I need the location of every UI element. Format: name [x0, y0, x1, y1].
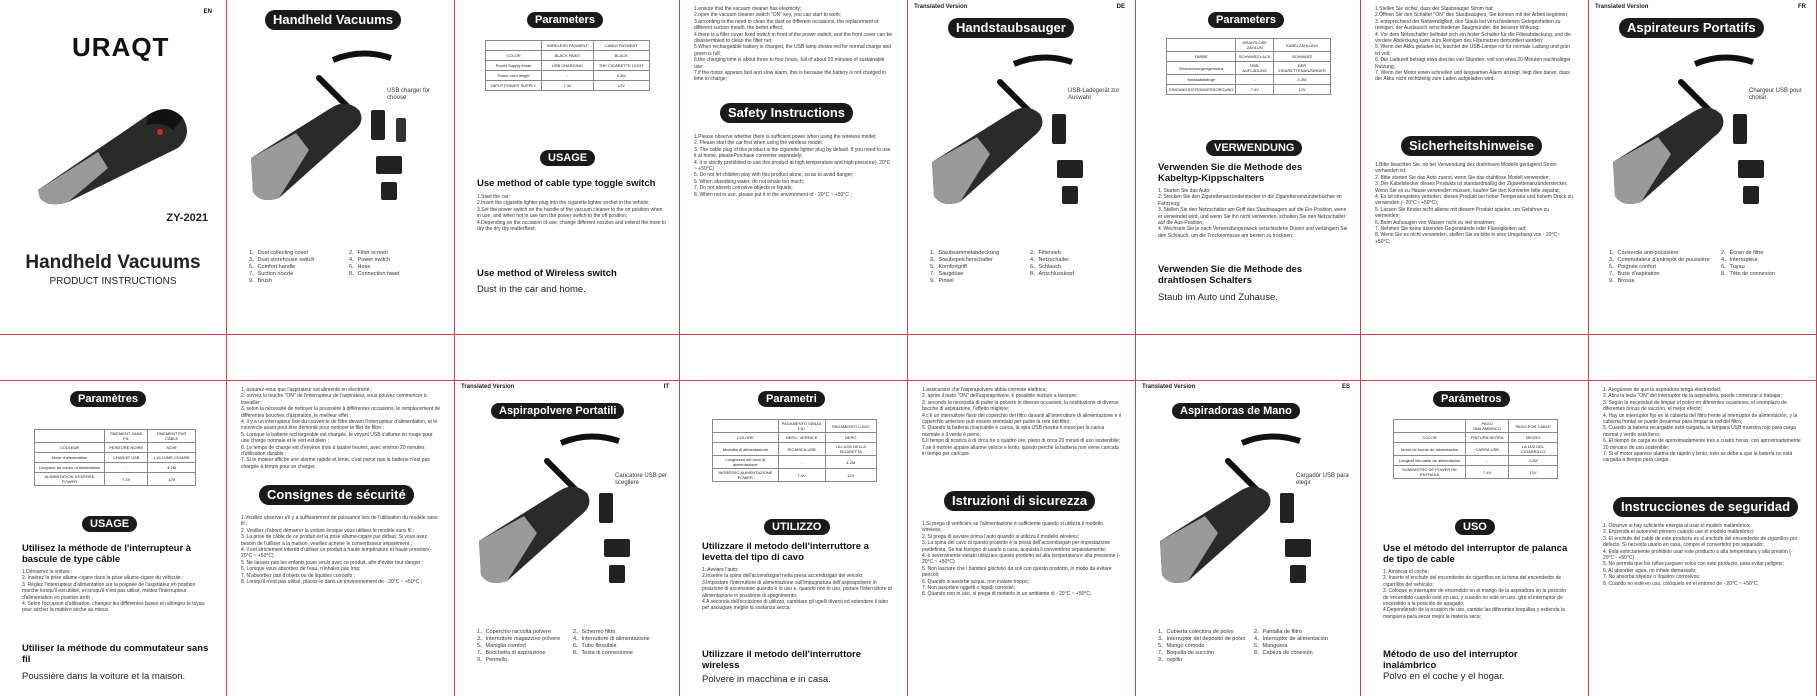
section-title: VERWENDUNG	[1206, 140, 1302, 156]
brand-logo: URAQT	[72, 32, 170, 62]
usage-body: 1. Arrancar el coche; 2. Inserte el enchufe del encendedor de cigarrillos en la toma del encendedor de cigarrillos del vehículo; 3. Coloque el interruptor de encendido en el mango de la aspiradora en la posición de encendido cuando esté en uso, y cuando no esté en uso, gire el interruptor de encendido a la posición de apagado; 4.Dependiendo de la ocasión de uso, cambie las diferentes boquillas y extienda la manguera para secar mejor la materia seca;	[1383, 569, 1567, 620]
notes-body: 1.Stellen Sie sicher, dass der Staubsauger Strom hat; 2.Öffnen Sie den Schalter "ON" des Staubsaugers, Sie können mit der Arbeit beginnen; 3. entsprechend der Notwendigkeit, den Staub bei verschiedenen Gelegenheiten zu reinigen, der Austausch verschiedener Saugmünder, die bessere Wirkung; 4. Vor dem Netzschalter befindet sich ein fester Schalter für die Filterabdeckung, und die vordere Abdeckung kann zum Reinigen des Filternetzes demontiert werden; 5. Wenn der Akku geladen ist, leuchtet die USB-Lampe rot für normale Ladung und grün ist voll; 6. Die Ladezeit beträgt etwa drei bis vier Stunden, voll von etwa 20 Minuten nachhaltiger Nutzung; 7. Wenn der Motor einen schnellen und langsamen Alarm anzeigt, liegt dies daran, dass der Akku nicht rechtzeitig zum Laden aufgeladen wird.	[1375, 6, 1571, 83]
usage-body: 1.Démarrez la voiture ; 2. Insérez la prise allume-cigare dans la prise allume-cigare du véhicule ; 3. Réglez l'interrupteur d'alimentation sur la poignée de l'aspirateur en position marche lorsqu'il est utilisé, et lorsqu'il n'est pas utilisé, mettez l'interrupteur d'alimentation en position arrêt ; 4. Selon l'occasion d'utilisation, changez les différentes buses et rallongez le tuyau pour sécher la matière sèche au mieux	[22, 569, 205, 614]
parts-list: 1、Staubsammelabdeckung 3、Staubspeicherschalter 5、Komfortgriff 7、Saugdüse 9、Pinsel	[930, 250, 1000, 284]
notes-body: 1. assurez-vous que l'aspirateur est alimenté en électricité ; 2. ouvrez la touche "ON" de l'interrupteur de l'aspirateur, vous pouvez commencer à travailler ; 3. selon la nécessité de nettoyer la poussière à différentes occasions, le remplacement de différentes bouches d'aspiration, le meilleur effet ; 4. il y a un interrupteur fixe du couvercle de filtre devant l'interrupteur d'alimentation, et le couvercle avant peut être démonté pour nettoyer le filet de filtre ; 5. Lorsque la batterie rechargeable est chargée, le voyant USB s'allume en rouge pour une charge normale et le vert est plein ; 6. Le temps de charge est d'environ trois à quatre heures, avec environ 20 minutes d'utilisation durable ; 7. Si le moteur affiche une alarme rapide et lente, c'est parce que la batterie n'est pas chargée à temps pour se charger.	[241, 387, 441, 470]
vacuum-image	[469, 431, 669, 591]
parts-list-2: 2、Schermo filtro 4、Interruttore di alimentazione 6、Tubo flessibile 8、Testa di connessione	[573, 629, 650, 656]
usage-text: Staub im Auto und Zuhause.	[1158, 292, 1278, 303]
panel-de-params	[1136, 0, 1361, 696]
safety-body: 1.Please observe whether there is sufficient power when using the wireless model; 2. Please start the car first when using the wireless model; 3. The cable plug of this product is the cigarette lighter plug by default. If you need to use it at home, pleasePurchase converter separately; 4. it is strictly prohibited to use this product at high temperature and high pressure(- 20°C ~ +50°C) 5. Do not let children play with this product alone, so as to avoid danger; 6. When absorbing water, do not inhale too much; 7. Do not absorb corrosive objects or liquids; 8. When not in use, please put it in the environment of - 20°C ~ +50°C ;	[694, 134, 891, 198]
panel-es-params	[1361, 380, 1588, 696]
usage-heading: Utilisez la méthode de l'interrupteur à bascule de type câble	[22, 543, 192, 565]
panel-en-parts	[227, 0, 455, 696]
cover-title: Handheld Vacuums	[25, 252, 201, 273]
vacuum-image	[922, 52, 1122, 212]
vacuum-image	[1150, 431, 1350, 591]
usage-text: Polvo en el coche y el hogar.	[1383, 671, 1505, 682]
charger-caption: USB-Ladegerät zur Auswahl	[1068, 88, 1120, 101]
panel-it-notes	[908, 380, 1135, 696]
usage-heading-2: Verwenden Sie die Methode des drahtlosen Schalters	[1158, 264, 1303, 286]
usage-heading-2: Use method of Wireless switch	[477, 268, 617, 279]
panel-it-parts	[455, 380, 679, 696]
section-title: Istruzioni di sicurezza	[944, 491, 1095, 511]
parts-list: 1、Coperchio raccolta polvere 3、Interruttore magazzino polvere 5、Maniglia comfort 7、Bocchetta di aspirazione 9、Pennello	[477, 629, 561, 663]
panel-de-parts	[908, 0, 1136, 696]
section-title: USAGE	[82, 516, 137, 532]
usage-text: Polvere in macchina e in casa.	[702, 674, 831, 685]
usage-heading: Use method of cable type toggle switch	[477, 178, 656, 189]
usage-heading: Verwenden Sie die Methode des Kabeltyp-Kippschalters	[1158, 162, 1303, 184]
lang-tag: FR	[1798, 4, 1806, 10]
section-title: Parámetros	[1433, 391, 1510, 407]
section-title: Consignes de sécurité	[259, 485, 414, 505]
vacuum-image	[28, 90, 198, 210]
panel-fr-params	[0, 380, 226, 696]
lang-tag: IT	[663, 384, 669, 390]
section-title: Aspiradoras de Mano	[1172, 403, 1300, 419]
usage-heading-2: Utilizzare il metodo dell'interruttore wireless	[702, 649, 862, 671]
panel-it-params	[680, 380, 907, 696]
section-title: UTILIZZO	[764, 519, 830, 535]
parts-list: 1、Couvercle anti-poussière 3、Commutateur d'entrepôt de poussière 5、Poignée confort 7、Buse d'aspiration 9、Brosse	[1609, 250, 1710, 284]
translated-tag: Translated Version	[461, 384, 515, 390]
parts-list: 1、Cubierta colectora de polvo 3、Interruptor del depósito de polvo 5、Mango cómodo 7、Boquilla de succión 9、cepillo	[1158, 629, 1246, 663]
lang-tag: ES	[1341, 384, 1350, 390]
cover-subtitle: PRODUCT INSTRUCTIONS	[49, 276, 177, 287]
section-title: Sicherheitshinweise	[1401, 136, 1542, 156]
panel-es-parts	[1136, 380, 1360, 696]
section-title: USAGE	[540, 150, 595, 166]
safety-body: 1.Bitte beachten Sie, ob bei Verwendung des drahtlosen Modells genügend Strom vorhanden ist; 2. Bitte starten Sie das Auto zuerst, wenn Sie das drahtlose Modell verwenden; 3. Der Kabelstecker dieses Produkts ist standardmäßig der Zigarettenanzünderstecker. Wenn Sie es zu Hause verwenden müssen, kaufen Sie den Konverter bitte separat; 4. Es ist strengstens verboten, dieses Produkt bei hoher Temperatur und hohem Druck zu verwenden (- 20°C~ +50°C); 5. Lassen Sie Kinder nicht alleine mit diesem Produkt spielen, um Gefahren zu vermeiden; 6. Beim Aufsaugen von Wasser nicht zu viel einatmen; 7. Nehmen Sie keine ätzenden Gegenstände oder Flüssigkeiten auf; 8. Wenn Sie es nicht verwenden, stellen Sie es bitte in eine Umgebung von - 20°C~ +50°C;	[1375, 162, 1574, 245]
section-title: Handstaubsauger	[948, 18, 1074, 38]
params-table: DRAHTLOSE ZAHLUN KABELZAHLUNG FARBE SCHWARZ LACK SCHWARZ Stromversorgungsmodus USB-AUFLADUNG DER ZIGARETTENANZÜNDER Netzkabellänge - 4.2M EINGANGSSTROMVERSORGUNG 7.4V 12V	[1166, 38, 1331, 95]
notes-body: 1.ensure that the vacuum cleaner has electricity; 2.open the vacuum cleaner switch "ON" key, you can start to work; 3.according to the need to clean the dust on different occasions, the replacement of different suction mouth, the better effect; 4.there is a filter cover fixed switch in front of the power switch, and the front cover can be disassembled to clean the filter net; 5.When rechargeable battery is charged, the USB lamp shows red for normal charge and green is full; 6.the charging time is about three to four hours, full of about 20 minutes of sustainable use; 7.if the motor appears fast and slow alarm, this is because the battery is not charged in time to charge;	[694, 6, 893, 83]
params-table: PAGO INALÁMBRICO PAGO POR CABLE COLOR PINTURA NEGRA NEGRO Modo de fuente de alimentación CARGA USB LA LUZ DEL CIGARRILLO Longitud del cable de alimentación - 4.2M SUMINISTRO DE POWER DE ENTRADA 7.4V 12V	[1393, 419, 1558, 479]
section-title: Parameters	[527, 12, 603, 28]
panel-de-notes	[1361, 0, 1589, 696]
usage-text: Dust in the car and home.	[477, 284, 586, 295]
usage-body: 1. Avviare l'auto; 2.Inserire la spina dell'accendisigari nella presa accendisigari del veicolo; 3.Impostare l'interruttore di alimentazione sull'impugnatura dell'aspirapolvere in posizione di accensione quando è in uso e, quando non in uso, portare l'interruttore di alimentazione in posizione di spegnimento; 4.A seconda dell'occasione di utilizzo, cambiare gli ugelli diversi ed estendere il tubo per asciugare meglio la sostanza secca;	[702, 567, 892, 612]
usage-heading-2: Método de uso del interruptor inalámbrico	[1383, 649, 1518, 671]
section-title: Parameters	[1208, 12, 1284, 28]
panel-cover	[0, 0, 227, 696]
section-title: Instrucciones de seguridad	[1613, 497, 1798, 517]
lang-tag: DE	[1116, 4, 1125, 10]
section-title: Safety Instructions	[720, 103, 853, 123]
notes-body: 1. Asegúrese de que la aspiradora tenga electricidad; 2. Abra la tecla "ON" del interruptor de la aspiradora, puede comenzar a trabajar; 3. Según la necesidad de limpiar el polvo en diferentes ocasiones, el reemplazo de diferentes bocas de succión, el mejor efecto; 4. Hay un interruptor fijo en la cubierta del filtro frente al interruptor de alimentación, y la cubierta frontal se puede desarmar para limpiar la red del filtro; 5. Cuando la batería recargable está cargada, la lámpara USB muestra rojo para carga normal y verde está lleno; 6. El tiempo de carga es de aproximadamente tres a cuatro horas, con aproximadamente 20 minutos de uso sostenible; 7. Si el motor aparece alarma de rápido y lento, esto se debe a que la batería no está cargada a tiempo para cargar.	[1603, 387, 1801, 464]
params-table: WIRELESS PAYMENT CABLE PAYMENT COLOR BLACK PAINT BLACK Power Supply Mode USB CHARGING THE CIGARETTE LIGHT Power cord length - 4.2M INPUT POWER SUPPLY 7.4V 12V	[485, 40, 650, 91]
panel-en-params	[455, 0, 680, 696]
panel-fr-parts	[1589, 0, 1817, 696]
parts-list: 1、Dust collecting cover 3、Dust storehouse switch 5、Comfort handle 7、Suction nozzle 9、Brush	[249, 250, 315, 284]
charger-caption: Cargador USB para elegir	[1296, 473, 1349, 486]
safety-body: 1.Veuillez observer s'il y a suffisamment de puissance lors de l'utilisation du modèle sans fil ; 2. Veuillez d'abord démarrer la voiture lorsque vous utilisez le modèle sans fil ; 3. La prise de câble de ce produit est la prise allume-cigare par défaut. Si vous avez besoin de l'utiliser à la maison, veuillez acheter le convertisseur séparément ; 4. il est strictement interdit d'utiliser ce produit à haute température et haute pression(- 20°C ~ +50°C) 5. Ne laissez pas les enfants jouer seuls avec ce produit, afin d'éviter tout danger ; 6. Lorsque vous absorbez de l'eau, n'inhalez pas trop; 7. N'absorbez pas d'objets ou de liquides corrosifs ; 8. Lorsqu'il n'est pas utilisé, placez-le dans un environnement de - 20°C ~ +50°C ;	[241, 515, 438, 586]
panel-es-notes	[1589, 380, 1816, 696]
vacuum-image	[1603, 52, 1803, 212]
params-table: PAGAMENTO SENZA FILI PAGAMENTO CAVO COLORE NERO, VERNICE NERO Modalità di alimentazione RICARICA USB LA LUCE DELLA SIGARETTA Lunghezza del cavo di alimentazione - 4.2M INGRESSO ALIMENTAZIONE POWER 7.4V 12V	[712, 419, 877, 482]
section-title: Paramètres	[70, 391, 146, 407]
section-title: Aspirapolvere Portatili	[491, 403, 624, 419]
charger-caption: Chargeur USB pour choisir	[1749, 88, 1802, 101]
usage-heading: Utilizzare il metodo dell'interruttore a levetta del tipo di cavo	[702, 541, 869, 563]
charger-caption: Caricatore USB per scegliere	[615, 473, 668, 486]
charger-caption: USB charger for choose	[387, 88, 431, 101]
usage-text: Poussière dans la voiture et la maison.	[22, 671, 186, 682]
params-table: PAIEMENT SANS FIL PAIEMENT PAR CÂBLE COULEUR PEINTURE NOIRE NOIR Mode d'alimentation CHARGE USB L'ALLUME-CIGARE Longueur du cordon d'alimentation - 4.2M ALIMENTATION D'ENTRÉE POWER 7.4V 12V	[34, 429, 196, 486]
safety-body: 1. Observe si hay suficiente energía al usar el modelo inalámbrico; 2. Encienda el automóvil primero cuando use el modelo inalámbrico; 3. El enchufe del cable de este producto es el enchufe del encendedor de cigarrillos por defecto. Si necesita usarlo en casa, compre el convertidor por separado; 4. Está estrictamente prohibido usar este producto a alta temperatura y alta presión (- 20°C~ +50°C) 5. No permita que los niños jueguen solos con este producto, para evitar peligros; 6. Al absorber agua, no inhale demasiado; 7. No absorba objetos o líquidos corrosivos; 8. Cuando no esté en uso, colóquelo en el entorno de - 20°C ~ +50°C;	[1603, 523, 1798, 587]
translated-tag: Translated Version	[914, 4, 968, 10]
usage-body: 1. Starten Sie das Auto; 2. Stecken Sie den Zigarettenanzünderstecker in die Zigarettenanzünderbuchse im Fahrzeug; 3. Stellen Sie den Netzschalter am Griff des Staubsaugers auf die Ein-Position, wenn er verwendet wird, und wenn Sie ihn nicht verwenden, schalten Sie den Netzschalter auf die Aus-Position; 4. Wechseln Sie je nach Verwendungszweck verschiedene Düsen und verlängern Sie den Schlauch, um die Trockenmasse am besten zu trocknen;	[1158, 188, 1348, 239]
section-title: USO	[1455, 519, 1495, 535]
vacuum-image	[241, 48, 441, 208]
usage-heading-2: Utiliser la méthode du commutateur sans fil	[22, 643, 209, 665]
translated-tag: Translated Version	[1595, 4, 1649, 10]
usage-body: 1.Start the car; 2.Insert the cigarette lighter plug into the cigarette lighter socket in the vehicle; 3.Set the power switch on the handle of the vacuum cleaner to the on position when in use, and when not in use turn the power switch to the off position; 4.Depending on the occasion of use, change different nozzles and extend the hose to dry the dry dry matterBest;	[477, 194, 666, 233]
usage-heading: Use el método del interruptor de palanca de tipo de cable	[1383, 543, 1568, 565]
parts-list-2: 2、Pantalla de filtro 4、Interruptor de alimentación 6、Manguera 8、Cabeza de conexión	[1254, 629, 1328, 656]
parts-list-2: 2、Filtersieb 4、Netzschalter 6、Schlauch 8、Anschlusskopf	[1030, 250, 1075, 277]
safety-body: 1.Si prega di verificare se l'alimentazione è sufficiente quando si utilizza il modello wireless; 2. Si prega di avviare prima l'auto quando si utilizza il modello wireless; 3. La spina del cavo di questo prodotto è la presa dell'accendisigari per impostazione predefinita. Se hai bisogno di usarlo a casa, acquista il convertitore separatamente; 4. è severamente vietato utilizzare questo prodotto ad alta temperatura e alta pressione (- 20°C ~ +50°C) 5. Non lasciare che i bambini giochino da soli con questo prodotto, in modo da evitare pericoli; 6. Quando si assorbe acqua, non inalare troppo; 7. Non assorbire oggetti o liquidi corrosivi; 8. Quando non in uso, si prega di metterlo in un ambiente di - 20°C ~ +50°C;	[922, 521, 1121, 598]
parts-list-2: 2、Écran de filtre 4、Interrupteur 6、Tuyau 8、Tête de connexion	[1721, 250, 1775, 277]
model-number: ZY-2021	[166, 212, 208, 224]
section-title: Aspirateurs Portatifs	[1619, 18, 1764, 38]
notes-body: 1.assicurarsi che l'aspirapolvere abbia corrente elettrica; 2. aprire il tasto "ON" dell'aspirapolvere, è possibile iniziare a lavorare; 3. secondo la necessità di pulire la polvere in diverse occasioni, la sostituzione di diverse bocche di aspirazione, l'effetto migliore; 4.c'è un interruttore fisso del coperchio del filtro davanti all'interruttore di alimentazione e il coperchio anteriore può essere smontato per pulire la rete del filtro; 5. Quando la batteria ricaricabile è carica, la spia USB mostra il rosso per la carica normale e il verde è pieno; 6.Il tempo di ricarica è di circa tre o quattro ore, pieno di circa 20 minuti di uso sostenibile; 7.se il motore appare allarme veloce e lento, questo perché la batteria non viene caricata in tempo per caricare.	[922, 387, 1121, 458]
lang-tag: EN	[203, 9, 212, 15]
parts-list-2: 2、Filter screen 4、Power switch 6、Hose 8、Connection head	[349, 250, 400, 277]
panel-en-notes	[680, 0, 908, 696]
section-title: Handheld Vacuums	[265, 10, 401, 30]
section-title: Parametri	[758, 391, 825, 407]
panel-fr-notes	[227, 380, 454, 696]
translated-tag: Translated Version	[1142, 384, 1196, 390]
